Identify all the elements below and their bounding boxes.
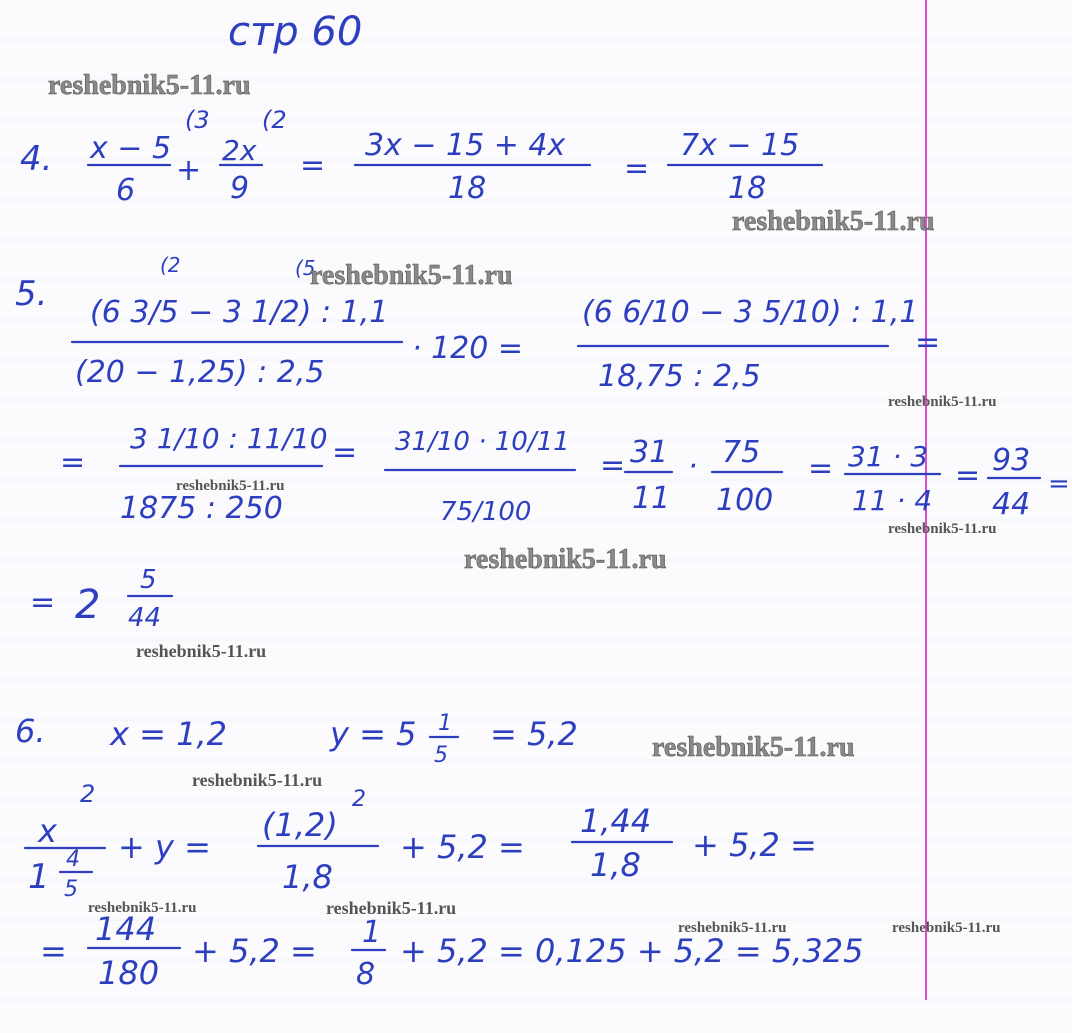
p5-mult-a: (2 bbox=[160, 253, 181, 277]
watermark-8: reshebnik5-11.ru bbox=[136, 641, 267, 661]
p6-y-given-pre: y = 5 bbox=[330, 715, 417, 753]
p5-l2-f1-den: 1875 : 250 bbox=[120, 491, 283, 526]
watermark-1: reshebnik5-11.ru bbox=[48, 70, 251, 101]
p6-l1-den-whole: 1 bbox=[28, 857, 50, 897]
p6-l1-num: x bbox=[38, 812, 57, 850]
p6-l1-f3-den: 1,8 bbox=[590, 846, 641, 884]
p4-frac4-den: 18 bbox=[728, 171, 767, 206]
watermark-7: reshebnik5-11.ru bbox=[464, 544, 667, 575]
p6-y-frac-num: 1 bbox=[438, 711, 452, 736]
p6-l2-f2-den: 8 bbox=[356, 957, 376, 992]
p6-l1-end: + 5,2 = bbox=[692, 826, 817, 864]
page-header: стр 60 bbox=[228, 9, 363, 55]
watermark-3: reshebnik5-11.ru bbox=[310, 260, 513, 291]
p5-l2-eq2: = bbox=[600, 448, 626, 483]
watermark-11: reshebnik5-11.ru bbox=[88, 900, 197, 916]
p4-eq1: = bbox=[300, 148, 326, 183]
p6-l2-tail: + 5,2 = 0,125 + 5,2 = 5,325 bbox=[400, 932, 864, 970]
p4-frac1-den: 6 bbox=[116, 173, 136, 208]
watermark-6: reshebnik5-11.ru bbox=[888, 521, 997, 537]
p5-l1-den: (20 − 1,25) : 2,5 bbox=[75, 355, 325, 390]
p6-l1-den-num: 4 bbox=[66, 847, 80, 872]
p5-l2-eq1: = bbox=[332, 435, 358, 470]
p5-mult-b: (5 bbox=[295, 256, 316, 280]
p4-eq2: = bbox=[624, 151, 650, 186]
p5-l2-eq3: = bbox=[808, 451, 834, 486]
p4-frac1-num: x − 5 bbox=[90, 131, 172, 166]
watermark-4: reshebnik5-11.ru bbox=[888, 394, 997, 410]
p6-l1-plus-y: + y = bbox=[118, 828, 211, 866]
p5-l2-f4-num: 75 bbox=[722, 435, 761, 470]
p6-l1-f2-den: 1,8 bbox=[282, 858, 333, 896]
p5-l2-start: = bbox=[60, 445, 86, 480]
p5-times120: · 120 = bbox=[412, 331, 524, 366]
p4-frac3-den: 18 bbox=[448, 171, 487, 206]
p5-l2-f4-den: 100 bbox=[716, 483, 774, 518]
p5-l2-f2-num: 31/10 · 10/11 bbox=[395, 427, 570, 457]
p5-l2-f2-den: 75/100 bbox=[440, 497, 532, 527]
watermark-14: reshebnik5-11.ru bbox=[892, 920, 1001, 936]
p6-x-given: x = 1,2 bbox=[110, 715, 227, 753]
p5-final-num: 5 bbox=[140, 565, 157, 595]
p5-l2-f5-den: 11 · 4 bbox=[852, 484, 933, 517]
p6-l2-f1-den: 180 bbox=[98, 954, 160, 992]
p5-final-eq: = bbox=[30, 585, 56, 620]
p6-l2-start: = bbox=[40, 932, 67, 970]
p4-frac4-num: 7x − 15 bbox=[680, 128, 800, 163]
p4-frac2-num: 2x bbox=[222, 134, 257, 167]
p5-l1-num: (6 3/5 − 3 1/2) : 1,1 bbox=[90, 295, 389, 330]
watermark-2: reshebnik5-11.ru bbox=[732, 206, 935, 237]
p5-number: 5. bbox=[15, 274, 48, 314]
p5-l2-f5-num: 31 · 3 bbox=[848, 440, 929, 473]
p4-mult1: (3 bbox=[185, 106, 210, 134]
watermark-12: reshebnik5-11.ru bbox=[326, 898, 457, 918]
p5-l2-eq4: = bbox=[955, 458, 981, 493]
p6-number: 6. bbox=[15, 712, 46, 750]
p6-y-given-post: = 5,2 bbox=[490, 715, 578, 753]
p5-l2-eq5: = bbox=[1048, 469, 1070, 499]
p4-number: 4. bbox=[20, 139, 53, 179]
watermark-9: reshebnik5-11.ru bbox=[652, 732, 855, 763]
p6-l1-exp: 2 bbox=[80, 780, 96, 808]
p4-frac2-den: 9 bbox=[230, 171, 250, 206]
p6-l1-f3-num: 1,44 bbox=[580, 802, 652, 840]
p5-l2-f6-den: 44 bbox=[992, 487, 1031, 522]
p5-l1-den2: 18,75 : 2,5 bbox=[598, 359, 761, 394]
p5-eq-end1: = bbox=[915, 325, 941, 360]
p5-l2-dot: · bbox=[688, 449, 698, 484]
p6-y-frac-den: 5 bbox=[434, 743, 448, 768]
watermark-10: reshebnik5-11.ru bbox=[192, 770, 323, 790]
p5-l2-f3-den: 11 bbox=[632, 481, 671, 516]
p6-l1-f2-exp: 2 bbox=[352, 787, 366, 812]
p6-l1-plus: + 5,2 = bbox=[400, 828, 525, 866]
p6-l1-f2-num: (1,2) bbox=[262, 806, 338, 844]
p5-l2-f6-num: 93 bbox=[992, 443, 1031, 478]
p4-mult2: (2 bbox=[262, 106, 287, 134]
p6-l2-mid: + 5,2 = bbox=[192, 932, 317, 970]
p6-l2-f1-num: 144 bbox=[95, 910, 157, 948]
watermark-13: reshebnik5-11.ru bbox=[678, 920, 787, 936]
p4-frac3-num: 3x − 15 + 4x bbox=[365, 128, 566, 163]
p5-l2-f1-num: 3 1/10 : 11/10 bbox=[130, 422, 328, 455]
p4-plus: + bbox=[176, 153, 202, 188]
p5-final-den: 44 bbox=[128, 603, 162, 633]
watermark-5: reshebnik5-11.ru bbox=[176, 478, 285, 494]
p5-final-whole: 2 bbox=[75, 582, 101, 628]
p6-l1-den-den: 5 bbox=[64, 877, 78, 902]
p5-l2-f3-num: 31 bbox=[630, 435, 669, 470]
p6-l2-f2-num: 1 bbox=[362, 915, 382, 950]
p5-l1-num2: (6 6/10 − 3 5/10) : 1,1 bbox=[582, 295, 919, 330]
